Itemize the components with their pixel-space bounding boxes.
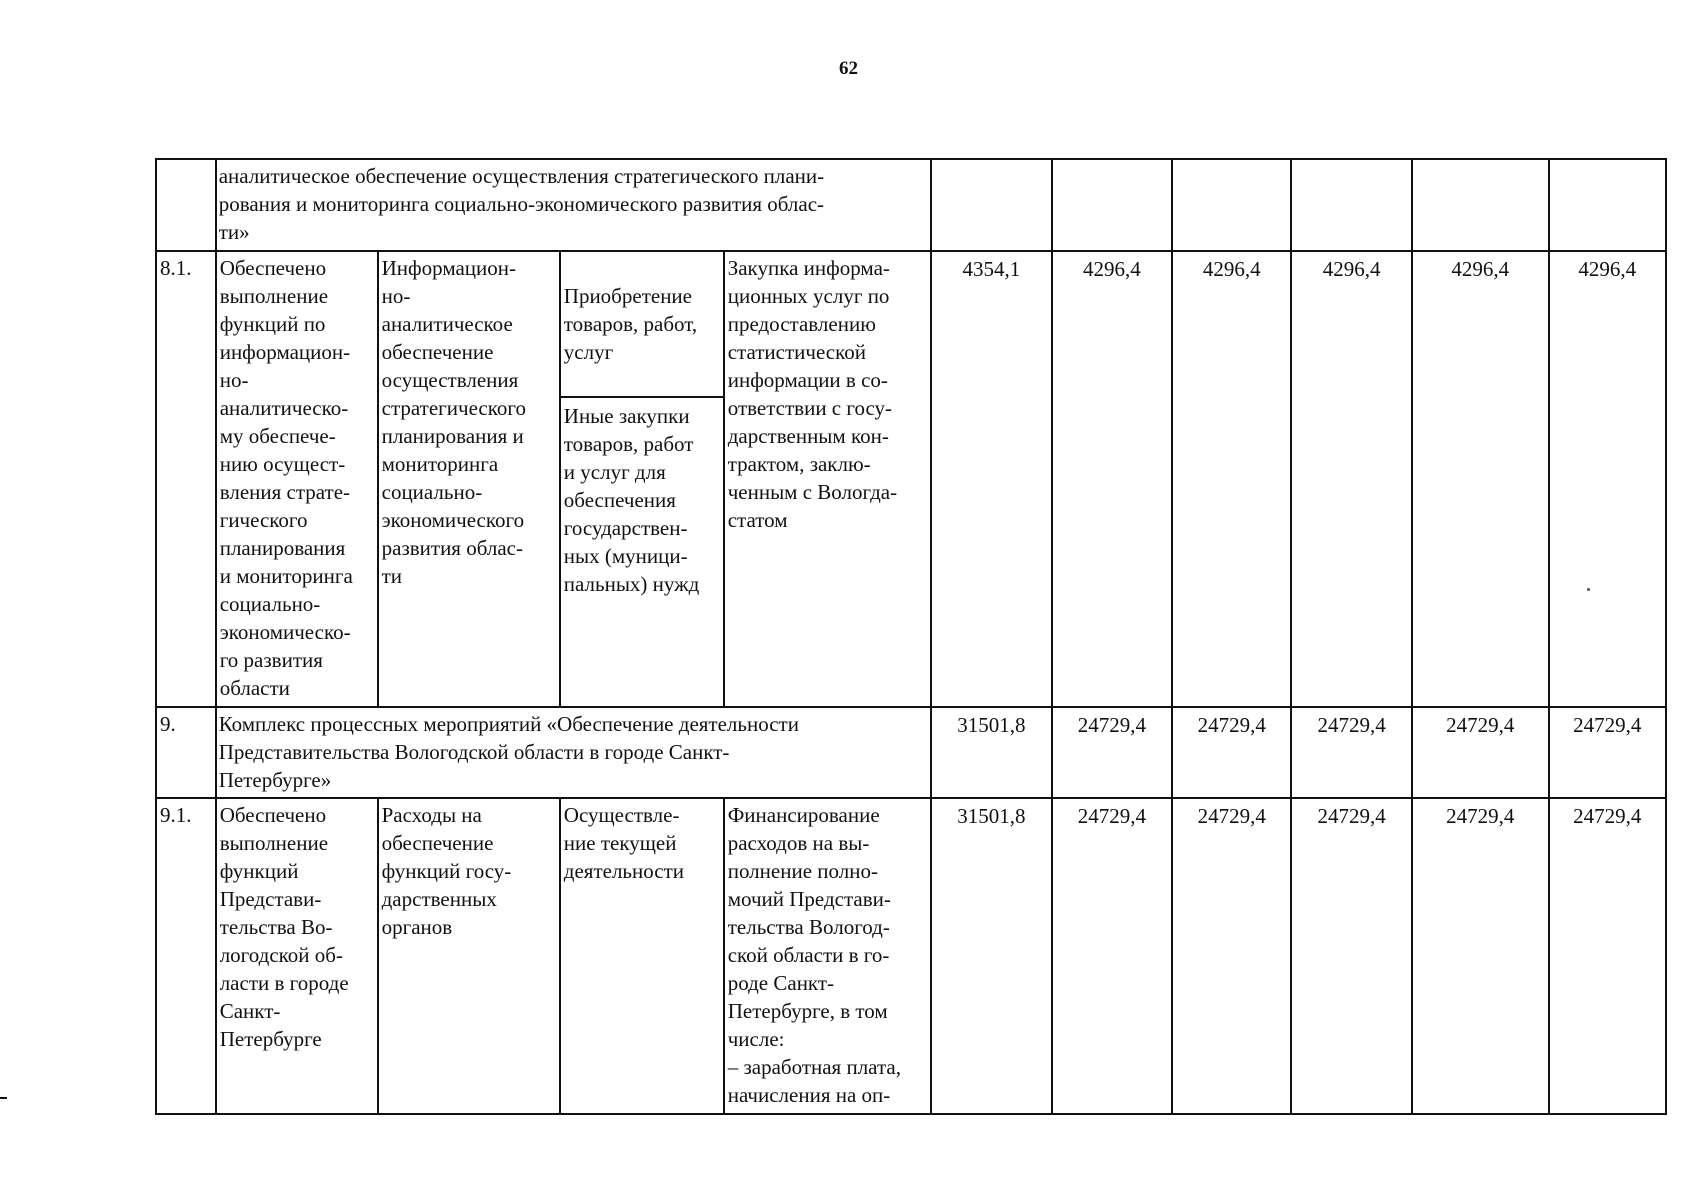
value-cell: 4296,4 xyxy=(1291,251,1411,707)
value-cell: 4296,4 xyxy=(1412,251,1549,707)
value-cell: 24729,4 xyxy=(1172,798,1291,1114)
value-cell: 24729,4 xyxy=(1291,707,1411,798)
value-cell: 24729,4 xyxy=(1291,798,1411,1114)
value-cell xyxy=(1549,159,1667,251)
expense-type-cell: Осуществле- ние текущей деятельности xyxy=(560,798,724,1114)
value-cell: 4296,4 xyxy=(1172,251,1291,707)
description-cell: Финансирование расходов на вы- полнение полно- мочий Представи- тельства Вологод- ской области в го- роде Санкт- Петербурге, в том числе: – заработная плата, начисления на оп- xyxy=(724,798,932,1114)
value-cell: 24729,4 xyxy=(1412,707,1549,798)
value-cell: 31501,8 xyxy=(931,798,1051,1114)
value-cell: 24729,4 xyxy=(1172,707,1291,798)
margin-mark xyxy=(0,1097,7,1099)
page-number: 62 xyxy=(839,58,858,79)
description-cell: Закупка информа- ционных услуг по предоставлению статистической информации в со- ответствии с госу- дарственным кон- трактом, заклю- ченным с Вологда- статом xyxy=(724,251,932,707)
value-cell xyxy=(931,159,1051,251)
value-cell: 4296,4 xyxy=(1052,251,1172,707)
value-cell xyxy=(1412,159,1549,251)
value-cell xyxy=(1052,159,1172,251)
direction-cell: Расходы на обеспечение функций госу- дарственных органов xyxy=(378,798,560,1114)
value-cell xyxy=(1291,159,1411,251)
value-cell: 4296,4 xyxy=(1549,251,1667,707)
table-row-continuation xyxy=(156,159,1666,251)
row-number: 9. xyxy=(156,707,216,798)
value-cell: 24729,4 xyxy=(1549,707,1667,798)
expense-type-primary: Приобретение товаров, работ, услуг xyxy=(563,284,698,364)
result-cell: Обеспечено выполнение функций по информацион- но- аналитическо- му обеспече- нию осущест- вления страте- гического планирования и мониторинга социально- экономическо- го развития области xyxy=(216,251,378,707)
complex-title-cell: Комплекс процессных мероприятий «Обеспечение деятельности Представительства Вологодской области в городе Санкт- Петербурге» xyxy=(216,707,932,798)
num-cell xyxy=(156,159,216,251)
result-cell: Обеспечено выполнение функций Представи- тельства Во- логодской об- ласти в городе Санкт- Петербурге xyxy=(216,798,378,1114)
value-cell: 24729,4 xyxy=(1052,798,1172,1114)
value-cell: 4354,1 xyxy=(931,251,1051,707)
continuation-title-cell: аналитическое обеспечение осуществления стратегического плани- рования и мониторинга социально-экономического развития облас- ти» xyxy=(216,159,932,251)
value-cell: 24729,4 xyxy=(1549,798,1667,1114)
value-cell: 24729,4 xyxy=(1052,707,1172,798)
row-number: 9.1. xyxy=(156,798,216,1114)
table-row-9 xyxy=(156,707,1666,798)
direction-cell: Информацион- но- аналитическое обеспечение осуществления стратегического планирования и мониторинга социально- экономического развития облас- ти xyxy=(378,251,560,707)
row-number: 8.1. xyxy=(156,251,216,707)
expense-type-secondary: Иные закупки товаров, работ и услуг для обеспечения государствен- ных (муници- пальных) нужд xyxy=(561,396,723,598)
value-cell xyxy=(1172,159,1291,251)
value-cell: 24729,4 xyxy=(1412,798,1549,1114)
table-row-8-1 xyxy=(156,251,1666,707)
value-cell: 31501,8 xyxy=(931,707,1051,798)
budget-table xyxy=(155,158,1667,1115)
expense-type-cell xyxy=(560,251,724,707)
table-row-9-1 xyxy=(156,798,1666,1114)
